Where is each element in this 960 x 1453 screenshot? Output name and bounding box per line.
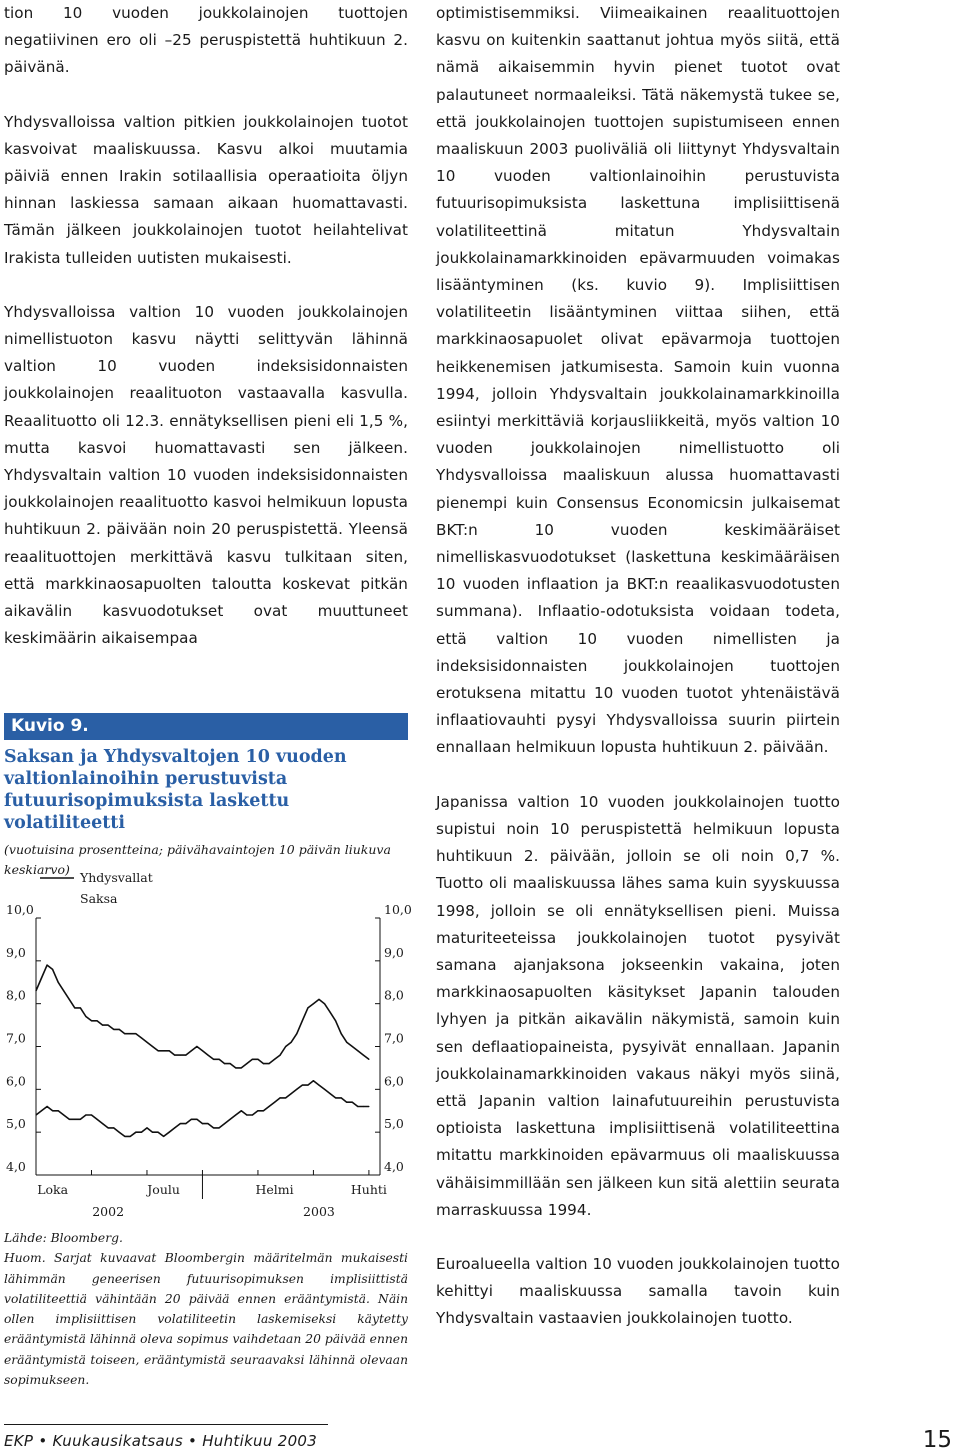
data-point-saksa: [218, 1127, 219, 1128]
data-point-saksa: [224, 1123, 225, 1124]
volatility-chart: [4, 862, 414, 1224]
y-tick-label-left: 10,0: [6, 902, 34, 917]
data-point-yhdysvallat: [157, 1050, 158, 1051]
data-point-yhdysvallat: [318, 999, 319, 1000]
data-point-yhdysvallat: [80, 1007, 81, 1008]
data-point-yhdysvallat: [274, 1059, 275, 1060]
figure-title: Saksan ja Yhdysvaltojen 10 vuoden valtionlainoihin perustuvista futuurisopimuksista laskettu volatiliteetti: [4, 747, 347, 833]
data-point-saksa: [96, 1119, 97, 1120]
data-point-yhdysvallat: [252, 1059, 253, 1060]
data-point-yhdysvallat: [174, 1054, 175, 1055]
data-point-saksa: [341, 1097, 342, 1098]
data-point-saksa: [35, 1114, 36, 1115]
data-point-saksa: [235, 1114, 236, 1115]
y-tick-label-right: 4,0: [384, 1159, 404, 1174]
data-point-yhdysvallat: [207, 1054, 208, 1055]
data-point-saksa: [80, 1119, 81, 1120]
data-point-saksa: [174, 1127, 175, 1128]
data-point-saksa: [207, 1123, 208, 1124]
data-point-yhdysvallat: [241, 1067, 242, 1068]
data-point-yhdysvallat: [202, 1050, 203, 1051]
data-point-yhdysvallat: [196, 1046, 197, 1047]
y-tick-label-right: 7,0: [384, 1030, 404, 1046]
left-paragraph-1: tion 10 vuoden joukkolainojen tuottojen negatiivinen ero oli –25 peruspistettä huhtikuun 2. päivänä.: [4, 4, 408, 77]
y-tick-label-right: 10,0: [384, 902, 412, 917]
data-point-saksa: [141, 1132, 142, 1133]
data-point-yhdysvallat: [341, 1033, 342, 1034]
data-point-saksa: [357, 1106, 358, 1107]
data-point-yhdysvallat: [124, 1033, 125, 1034]
figure-note: Huom. Sarjat kuvaavat Bloombergin määritelmän mukaisesti lähimmän geneerisen futuurisopimuksen implisiittistä volatiliteettiä vähintään 20 päivää ennen erääntymistä. Näin ollen implisiittisen volatiliteetin laskemiseksi käytetty erääntymistä lähinnä oleva sopimus vaihdetaan 20 päivää ennen erääntymistä toiseen, erääntymistä seuraavaksi lähinnä olevaan sopimukseen.: [4, 1251, 408, 1388]
data-point-saksa: [41, 1110, 42, 1111]
y-tick-label-right: 6,0: [384, 1073, 404, 1089]
figure-header: [4, 713, 408, 880]
data-point-saksa: [85, 1114, 86, 1115]
data-point-saksa: [352, 1102, 353, 1103]
data-point-yhdysvallat: [35, 990, 36, 991]
data-point-saksa: [285, 1097, 286, 1098]
data-point-saksa: [274, 1102, 275, 1103]
data-point-yhdysvallat: [224, 1063, 225, 1064]
data-point-saksa: [135, 1132, 136, 1133]
data-point-saksa: [169, 1132, 170, 1133]
data-point-saksa: [230, 1119, 231, 1120]
data-point-yhdysvallat: [130, 1033, 131, 1034]
data-point-saksa: [157, 1132, 158, 1133]
data-point-saksa: [58, 1110, 59, 1111]
data-point-saksa: [74, 1119, 75, 1120]
data-point-yhdysvallat: [41, 977, 42, 978]
data-point-yhdysvallat: [180, 1054, 181, 1055]
y-tick-label-right: 9,0: [384, 944, 404, 960]
data-point-saksa: [63, 1114, 64, 1115]
data-point-saksa: [163, 1136, 164, 1137]
data-point-saksa: [296, 1089, 297, 1090]
data-point-yhdysvallat: [119, 1029, 120, 1030]
footer-publication: EKP • Kuukausikatsaus • Huhtikuu 2003: [4, 1432, 318, 1450]
figure-notes: [4, 1228, 408, 1390]
y-tick-label-left: 5,0: [6, 1116, 26, 1132]
data-point-yhdysvallat: [185, 1054, 186, 1055]
data-point-saksa: [146, 1127, 147, 1128]
data-point-saksa: [263, 1110, 264, 1111]
series-line-saksa: [36, 1081, 369, 1137]
data-point-saksa: [130, 1136, 131, 1137]
data-point-yhdysvallat: [280, 1054, 281, 1055]
data-point-saksa: [246, 1114, 247, 1115]
data-point-yhdysvallat: [368, 1059, 369, 1060]
data-point-saksa: [46, 1106, 47, 1107]
data-point-yhdysvallat: [213, 1059, 214, 1060]
left-paragraph-3: Yhdysvalloissa valtion 10 vuoden joukkolainojen nimellistuoton kasvu näytti selittyvän lähinnä valtion 10 vuoden indeksisidonnaisten joukkolainojen reaalituoton vastaavalla kasvulla. Reaalituotto oli 12.3. ennätyksellisen pieni eli 1,5 %, mutta kasvoi huomattavasti sen jälkeen. Yhdysvaltain valtion 10 vuoden indeksisidonnaisten joukkolainojen reaalituotto kasvoi helmikuun lopusta huhtikuun 2. päivään noin 20 peruspistettä. Yleensä reaalituottojen merkittävä kasvu tulkitaan siten, että markkinaosapuolten taloutta koskevat pitkän aikavälin kasvuodotukset ovat muuttuneet keskimäärin aikaisempaa: [4, 302, 408, 648]
data-point-yhdysvallat: [218, 1059, 219, 1060]
y-tick-label-left: 6,0: [6, 1073, 26, 1089]
data-point-saksa: [108, 1127, 109, 1128]
data-point-saksa: [291, 1093, 292, 1094]
data-point-saksa: [318, 1084, 319, 1085]
data-point-saksa: [268, 1106, 269, 1107]
data-point-saksa: [180, 1123, 181, 1124]
data-point-yhdysvallat: [313, 1003, 314, 1004]
data-point-saksa: [280, 1097, 281, 1098]
data-point-saksa: [307, 1084, 308, 1085]
y-tick-label-left: 9,0: [6, 944, 26, 960]
data-point-yhdysvallat: [307, 1007, 308, 1008]
data-point-saksa: [346, 1102, 347, 1103]
data-point-yhdysvallat: [235, 1067, 236, 1068]
data-point-saksa: [329, 1093, 330, 1094]
y-tick-label-left: 4,0: [6, 1159, 26, 1174]
figure-source: Lähde: Bloomberg.: [4, 1231, 123, 1245]
data-point-yhdysvallat: [324, 1003, 325, 1004]
data-point-saksa: [313, 1080, 314, 1081]
x-month-label: Loka: [37, 1182, 69, 1197]
data-point-saksa: [335, 1097, 336, 1098]
data-point-saksa: [252, 1114, 253, 1115]
right-column: [436, 0, 840, 1333]
data-point-yhdysvallat: [246, 1063, 247, 1064]
data-point-saksa: [368, 1106, 369, 1107]
figure-label: Kuvio 9.: [4, 713, 408, 740]
data-point-yhdysvallat: [69, 999, 70, 1000]
data-point-saksa: [185, 1123, 186, 1124]
x-year-label: 2002: [92, 1204, 125, 1219]
data-point-yhdysvallat: [263, 1063, 264, 1064]
x-month-label: Joulu: [147, 1182, 180, 1197]
data-point-yhdysvallat: [296, 1033, 297, 1034]
data-point-yhdysvallat: [52, 969, 53, 970]
data-point-yhdysvallat: [169, 1050, 170, 1051]
chart-svg: [4, 862, 414, 1224]
data-point-yhdysvallat: [230, 1063, 231, 1064]
data-point-saksa: [302, 1084, 303, 1085]
data-point-yhdysvallat: [146, 1042, 147, 1043]
data-point-yhdysvallat: [46, 965, 47, 966]
legend-label-saksa: Saksa: [80, 891, 118, 906]
data-point-yhdysvallat: [257, 1059, 258, 1060]
right-paragraph-3: Euroalueella valtion 10 vuoden joukkolainojen tuotto kehittyi maaliskuussa samalla tavoin kuin Yhdysvaltain vastaavien joukkolainojen tuotto.: [436, 1254, 840, 1328]
data-point-saksa: [202, 1123, 203, 1124]
x-month-label: Huhti: [350, 1182, 387, 1197]
data-point-saksa: [102, 1123, 103, 1124]
data-point-saksa: [363, 1106, 364, 1107]
data-point-yhdysvallat: [191, 1050, 192, 1051]
data-point-yhdysvallat: [346, 1042, 347, 1043]
data-point-saksa: [241, 1110, 242, 1111]
right-paragraph-1: optimistisemmiksi. Viimeaikainen reaalituottojen kasvu on kuitenkin saattanut johtua myös siitä, että nämä aikaisemmin hyvin pienet tuotot ovat palautuneet normaaleiksi. Tätä näkemystä tukee se, että joukkolainojen tuottojen supistumiseen ennen maaliskuun 2003 puoliväliä oli liittynyt Yhdysvaltain 10 vuoden valtionlainoihin perustuvista futuurisopimuksista laskettuna implisiittisenä volatiliteettinä mitatun Yhdysvaltain joukkolainamarkkinoiden epävarmuuden voimakas lisääntyminen (ks. kuvio 9). Implisiittisen volatiliteetin lisääntyminen viittaa siihen, että markkinaosapuolet olivat epävarmoja tuottojen heikkenemisen jatkumisesta. Samoin kuin vuonna 1994, jolloin Yhdysvaltain joukkolainamarkkinoilla esiintyi merkittäviä korjausliikkeitä, myös valtion 10 vuoden joukkolainojen nimellistuotto oli Yhdysvalloissa maaliskuun alussa huomattavasti pienempi kuin Consensus Economicsin julkaisemat BKT:n 10 vuoden keskimääräiset nimelliskasvuodotukset (laskettuna keskimääräisen 10 vuoden inflaation ja BKT:n reaalikasvuodotusten summana). Inflaatio-odotuksista voidaan todeta, että valtion 10 vuoden nimellisten ja indeksisidonnaisten joukkolainojen tuottojen erotuksena mitattu 10 vuoden tuotot yhtenäistävä inflaatiovauhti pysyi Yhdysvalloissa suurin piirtein ennallaan helmikuun lopusta huhtikuun 2. päivään.: [436, 4, 840, 757]
data-point-yhdysvallat: [113, 1029, 114, 1030]
page-number: 15: [922, 1427, 952, 1453]
data-point-yhdysvallat: [102, 1024, 103, 1025]
data-point-saksa: [257, 1110, 258, 1111]
data-point-saksa: [324, 1089, 325, 1090]
data-point-yhdysvallat: [329, 1012, 330, 1013]
data-point-saksa: [191, 1119, 192, 1120]
data-point-yhdysvallat: [163, 1050, 164, 1051]
y-tick-label-left: 7,0: [6, 1030, 26, 1046]
data-point-saksa: [213, 1127, 214, 1128]
legend-label-yhdysvallat: Yhdysvallat: [80, 870, 153, 885]
data-point-yhdysvallat: [357, 1050, 358, 1051]
data-point-yhdysvallat: [63, 990, 64, 991]
figure-subtitle: (vuotuisina prosentteina; päivähavaintojen 10 päivän liukuva keskiarvo): [4, 842, 391, 877]
x-year-label: 2003: [303, 1204, 335, 1219]
data-point-yhdysvallat: [85, 1016, 86, 1017]
data-point-yhdysvallat: [285, 1046, 286, 1047]
data-point-yhdysvallat: [74, 1007, 75, 1008]
data-point-saksa: [119, 1132, 120, 1133]
data-point-saksa: [69, 1119, 70, 1120]
data-point-yhdysvallat: [352, 1046, 353, 1047]
footer-rule: [4, 1424, 328, 1425]
data-point-yhdysvallat: [141, 1037, 142, 1038]
x-month-label: Helmi: [255, 1182, 294, 1197]
y-tick-label-left: 8,0: [6, 987, 26, 1003]
y-tick-label-right: 5,0: [384, 1116, 404, 1132]
left-paragraph-2: Yhdysvalloissa valtion pitkien joukkolainojen tuotot kasvoivat maaliskuussa. Kasvu alkoi muutamia päiviä ennen Irakin sotilaallisia operaatioita öljyn hinnan laskiessa samaan aikaan huomattavasti. Tämän jälkeen joukkolainojen tuotot heilahtelivat Irakista tulleiden uutisten mukaisesti.: [4, 112, 408, 267]
data-point-saksa: [113, 1127, 114, 1128]
data-point-saksa: [52, 1110, 53, 1111]
data-point-saksa: [152, 1132, 153, 1133]
data-point-yhdysvallat: [91, 1020, 92, 1021]
left-column: [4, 0, 408, 652]
data-point-yhdysvallat: [58, 982, 59, 983]
y-tick-label-right: 8,0: [384, 987, 404, 1003]
data-point-yhdysvallat: [108, 1024, 109, 1025]
data-point-yhdysvallat: [363, 1054, 364, 1055]
data-point-yhdysvallat: [152, 1046, 153, 1047]
right-paragraph-2: Japanissa valtion 10 vuoden joukkolainojen tuotto supistui noin 10 peruspistettä helmikuun lopusta huhtikuun 2. päivään, jolloin se oli noin 0,7 %. Tuotto oli maaliskuussa lähes sama kuin syyskuussa 1998, jolloin se oli ennätyksellisen pieni. Muissa maturiteeteissa joukkolainojen tuotot pysyivät samana ajanjaksona jokseenkin vakaina, joten markkinaosapuolten käsitykset Japanin talouden lyhyen ja pitkän aikavälin näkymistä, samoin kuin sen deflaatiopaineista, pysyivät ennallaan. Japanin joukkolainamarkkinoiden vakaus näkyi myös siinä, että Japanin valtion lainafutuureihin perustuvista optioista laskettuna implisiittisenä volatiliteettina mitattu markkinoiden epävarmuus oli maaliskuussa vähäisimmillään sen jälkeen kun sitä alettiin seurata marraskuussa 1994.: [436, 792, 840, 1219]
data-point-yhdysvallat: [268, 1063, 269, 1064]
data-point-yhdysvallat: [291, 1042, 292, 1043]
data-point-saksa: [124, 1136, 125, 1137]
data-point-yhdysvallat: [302, 1020, 303, 1021]
data-point-yhdysvallat: [135, 1033, 136, 1034]
data-point-saksa: [196, 1119, 197, 1120]
data-point-saksa: [91, 1114, 92, 1115]
data-point-yhdysvallat: [96, 1020, 97, 1021]
data-point-yhdysvallat: [335, 1020, 336, 1021]
